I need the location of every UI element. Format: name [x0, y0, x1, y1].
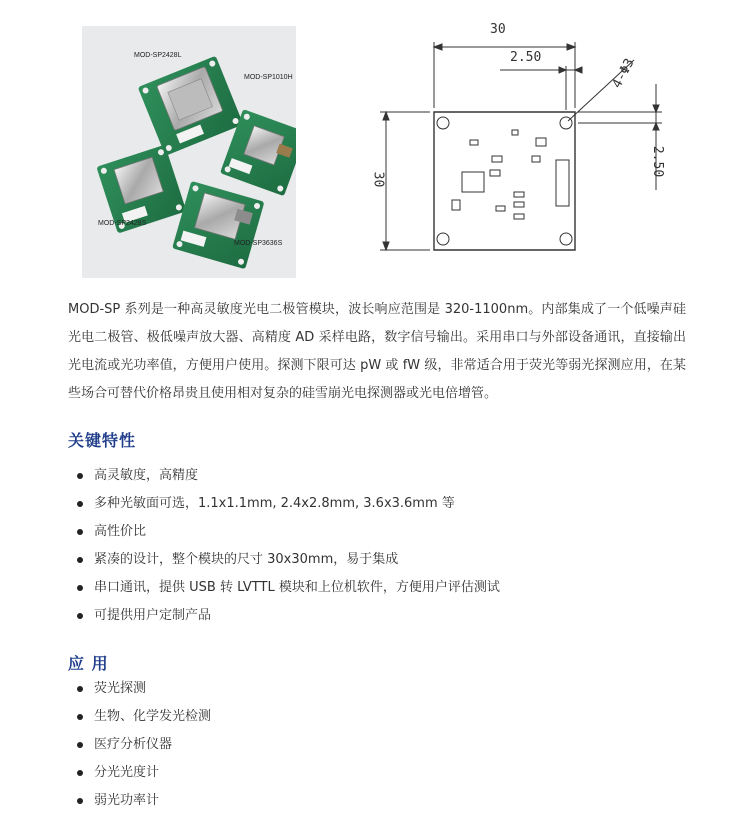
dim-width: 30 [490, 22, 506, 37]
label-sp2428s: MOD-SP2428S [98, 220, 147, 227]
feature-item: 紧凑的设计，整个模块的尺寸 30x30mm，易于集成 [74, 546, 500, 574]
application-item: 荧光探测 [74, 675, 211, 703]
feature-item: 多种光敏面可选，1.1x1.1mm, 2.4x2.8mm, 3.6x3.6mm 等 [74, 490, 500, 518]
product-photo [82, 26, 296, 278]
dim-height: 30 [370, 171, 386, 188]
feature-item: 高灵敏度，高精度 [74, 462, 500, 490]
application-item: 分光光度计 [74, 759, 211, 787]
feature-item: 高性价比 [74, 518, 500, 546]
application-item: 弱光功率计 [74, 787, 211, 815]
label-sp2428l: MOD-SP2428L [134, 52, 182, 59]
hole-label: 4-Φ3 [609, 56, 638, 91]
product-description: MOD-SP 系列是一种高灵敏度光电二极管模块，波长响应范围是 320-1100nm。内部集成了一个低噪声硅光电二极管、极低噪声放大器、高精度 AD 采样电路，数字信号输出。采用串口与外部设备通讯，直接输出光电流或光功率值，方便用户使用。探测下限可达 pW 或 fW 级，非常适合用于荧光等弱光探测应用，在某些场合可替代价格昂贵且使用相对复杂的硅雪崩光电探测器或光电倍增管。 [68, 302, 686, 401]
board-sp2428l [138, 56, 244, 156]
application-item: 医疗分析仪器 [74, 731, 211, 759]
applications-heading: 应 用 [68, 654, 109, 673]
application-item: 生物、化学发光检测 [74, 703, 211, 731]
features-list [74, 462, 500, 630]
feature-item: 可提供用户定制产品 [74, 602, 500, 630]
label-sp1010h: MOD-SP1010H [244, 74, 293, 81]
applications-list [74, 675, 211, 815]
label-sp3636s: MOD-SP3636S [234, 240, 283, 247]
feature-item: 串口通讯，提供 USB 转 LVTTL 模块和上位机软件，方便用户评估测试 [74, 574, 500, 602]
mechanical-drawing [372, 20, 672, 282]
features-heading: 关键特性 [68, 431, 137, 450]
dim-hole-offset-x: 2.50 [510, 50, 542, 65]
dim-hole-offset-y: 2.50 [650, 145, 666, 178]
board-sp3636s [172, 181, 264, 269]
